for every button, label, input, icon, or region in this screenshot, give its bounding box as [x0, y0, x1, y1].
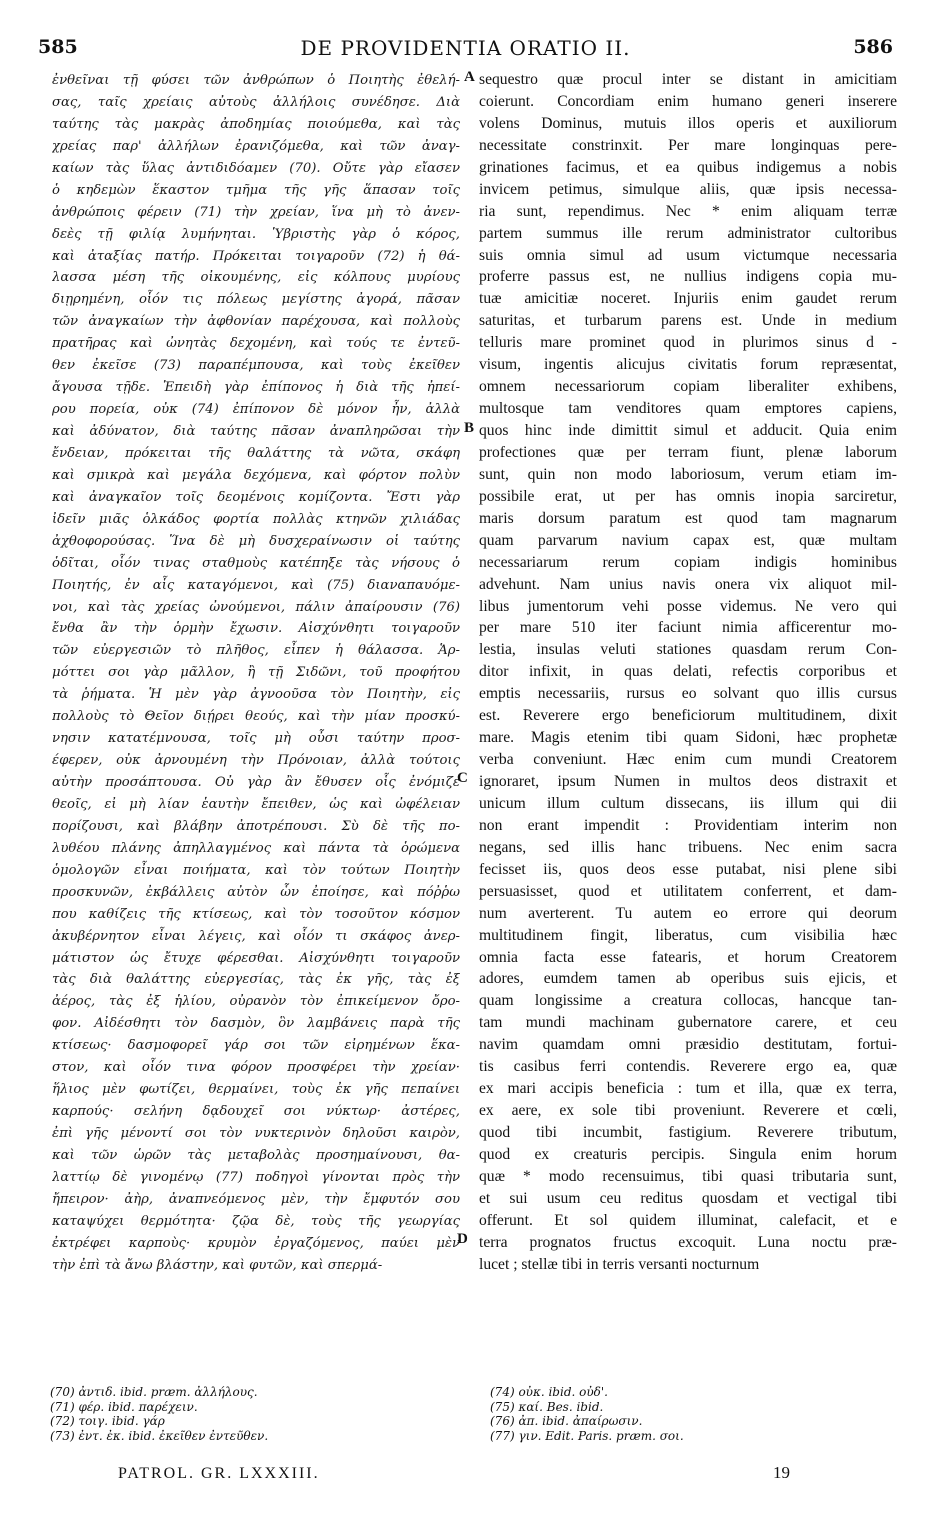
latin-text-line: partem summus ille rerum administrator cultoribus — [479, 224, 897, 242]
latin-text-line: adores, eumdem tamen ab operibus suis ejicis, et — [479, 970, 897, 988]
latin-text-line: et sui usum ceu reditus quosdam et vectigal tibi — [479, 1189, 897, 1207]
page-number-left: 585 — [38, 36, 78, 58]
latin-text-line: possibile erat, ut per has omnis inopia sarciretur, — [479, 487, 897, 505]
greek-text-line: νησιν κατατέμνουσα, τοῖς μὴ οὖσι ταύτην προσ- — [52, 731, 460, 747]
latin-text-line: persuasisset, quod et utilitatem conferrent, et dam- — [479, 882, 897, 900]
latin-text-line: ria sunt, rependimus. Nec * enim aliquam terræ — [479, 202, 897, 220]
latin-text-line: omnia facta esse fatearis, et horum Creatorem — [479, 948, 897, 966]
latin-text-line: profectiones quæ per terram fiunt, plenæ laborum — [479, 443, 897, 461]
greek-text-line: ταύτης τὰς μακρὰς ἀποδημίας ποιούμεθα, καὶ τὰς — [52, 116, 460, 132]
greek-text-line: νοι, καὶ τὰς χρείας ὠνούμενοι, πάλιν ἀπαίρουσιν (76) — [52, 599, 460, 615]
latin-text-line: proferre passus est, ne nullius indigens copia mu- — [479, 268, 897, 286]
running-title: DE PROVIDENTIA ORATIO II. — [300, 36, 631, 60]
greek-text-line: κτίσεως· δασμοφορεῖ γάρ σοι τῶν εἰρημένων ἕκα- — [52, 1038, 460, 1054]
footnotes-left — [50, 1385, 460, 1443]
latin-text-line: sequestro quæ procul inter se distant in amicitiam — [479, 71, 897, 88]
footnote-line: (73) ἐντ. ἐκ. ibid. ἐκεῖθεν ἐντεῦθεν. — [50, 1428, 269, 1443]
greek-text-line: καὶ ἀδύνατον, διὰ ταύτης πᾶσαν ἀναπληρῶσαι τὴν — [52, 424, 460, 439]
greek-text-line: χρείας παρ' ἀλλήλων ἐρανιζόμεθα, καὶ τῶν ἀναγ- — [52, 138, 460, 154]
greek-text-line: μόττει σοι γὰρ μᾶλλον, ἢ τῇ Σιδῶνι, τοῦ προφήτου — [52, 665, 460, 681]
margin-marker-a: A — [464, 69, 475, 85]
latin-text-line: invicem petimus, simulque aliis, quæ ipsis necessa- — [479, 180, 897, 198]
greek-text-line: που καθίζεις τῆς κτίσεως, καὶ τὸν τοσοῦτον κόσμον — [52, 906, 460, 922]
greek-text-line: φον. Αἰδέσθητι τὸν δασμὸν, ὃν λαμβάνεις παρὰ τῆς — [52, 1016, 460, 1032]
greek-text-line: σας, ταῖς χρείαις αὐτοὺς ἀλλήλοις συνέδησε. Διὰ — [52, 94, 460, 110]
greek-text-line: αὐτὴν προσάπτουσα. Οὐ γὰρ ἂν ἔθυσεν οἷς ἐνόμιζε — [52, 775, 460, 790]
greek-text-line: καὶ τῶν ὡρῶν τὰς μεταβολὰς προσημαίνουσι, θα- — [52, 1147, 460, 1163]
latin-text-line: quod ex creaturis percipis. Singula enim horum — [479, 1145, 897, 1163]
margin-marker-b: B — [464, 420, 475, 436]
latin-text-line: sunt, quin non modo laboriosum, verum etiam im- — [479, 465, 897, 483]
greek-text-line: καὶ σμικρὰ καὶ μεγάλα δεχόμενα, καὶ φόρτον πολὺν — [52, 467, 460, 483]
footnote-line: (70) ἀντιδ. ibid. præm. ἀλλήλους. — [50, 1385, 258, 1399]
latin-text-line: fecisset iis, quos deos esse putabat, nisi plene sibi — [479, 860, 897, 878]
latin-text-line: coierunt. Concordiam enim humano generi inserere — [479, 92, 897, 110]
latin-text-line: negans, sed illis hanc tribuens. Nec enim sacra — [479, 838, 897, 856]
latin-text-line: maris dorsum paratum est quod tam magnarum — [479, 509, 897, 527]
latin-text-line: num averterent. Tu autem eo errore qui deorum — [479, 904, 897, 922]
greek-text-line: καὶ ἀταξίας πατήρ. Πρόκειται τοιγαροῦν (72) ἡ θά- — [52, 248, 460, 264]
greek-text-line: καταψύχει θερμότητα· ζῷα δὲ, τοὺς τῆς γεωργίας — [52, 1213, 460, 1229]
latin-text-line: verba conveniunt. Hæc enim cum mundi Creatorem — [479, 751, 897, 769]
greek-text-line: τῶν εὐεργεσιῶν τὸ πλῆθος, εἶπεν ἡ θάλασσα. Ἁρ- — [52, 643, 460, 659]
footnote-line: (71) φέρ. ibid. παρέχειν. — [50, 1399, 198, 1414]
greek-text-line: ἰδεῖν μιᾶς ὁλκάδος φορτία πολλὰς κτηνῶν χιλιάδας — [52, 511, 460, 527]
latin-text-line: quam parvarum navium capax est, quæ multam — [479, 531, 897, 549]
latin-text-line: suis omnia simul ad usum victumque necessaria — [479, 246, 897, 264]
greek-text-line: μάτιστον ὡς ἔτυχε φέρεσθαι. Αἰσχύνθητι τοιγαροῦν — [52, 950, 460, 966]
latin-text-line: ex aere, ex sole tibi proveniunt. Reverere et cœli, — [479, 1102, 897, 1120]
greek-text-line: καρπούς· σελήνη δᾳδουχεῖ σοι νύκτωρ· ἀστέρες, — [52, 1104, 460, 1120]
greek-text-column — [52, 70, 460, 1277]
page-number-right: 586 — [853, 36, 893, 58]
latin-text-line: ditor infixit, in quas delati, refectis corporibus et — [479, 663, 897, 681]
greek-text-line: θεοῖς, εἰ μὴ λίαν ἑαυτὴν ἔπειθεν, ὡς καὶ ὠφέλειαν — [52, 796, 460, 812]
latin-text-line: grinationes facimus, et ea quibus indigemus a nobis — [479, 158, 897, 176]
greek-text-line: Ποιητής, ἐν αἷς καταγόμενοι, καὶ (75) διαναπαυόμε- — [52, 577, 460, 593]
greek-text-line: πολλοὺς τὸ Θεῖον διῄρει θεούς, καὶ τὴν μίαν προσκύ- — [52, 709, 460, 725]
greek-text-line: προσκυνῶν, ἐκβάλλεις αὐτὸν ὧν ἐποίησε, καὶ πόῤῥω — [52, 884, 460, 900]
greek-text-line: ἤπειρον· ἀὴρ, ἀναπνεόμενος μὲν, τὴν ἔμφυτόν σου — [52, 1191, 460, 1207]
greek-text-line: έφερεν, οὐκ ἀρνουμένη τὴν Πρόνοιαν, ἀλλὰ τούτοις — [52, 753, 460, 769]
greek-text-line: ὁδῖται, οἷόν τινας σταθμοὺς κατέπηξε τὰς νήσους ὁ — [52, 555, 460, 571]
greek-text-line: λαττίῳ δὲ γινομένῳ (77) ποδηγοὶ γίνονται πρὸς τὴν — [52, 1169, 460, 1185]
latin-text-line: quam longissime a creatura collocas, hancque tan- — [479, 992, 897, 1010]
greek-text-line: ἥλιος μὲν φωτίζει, θερμαίνει, τοὺς ἐκ γῆς πεπαίνει — [52, 1082, 460, 1098]
latin-text-line: lestia, insulas veluti stationes quasdam rerum Con- — [479, 641, 897, 659]
latin-text-line: tis casibus ferri contendis. Reverere ergo ea, quæ — [479, 1058, 897, 1076]
greek-text-line: δεὲς τῇ φιλίᾳ λυμήνηται. Ὑβριστὴς γὰρ ὁ κόρος, — [52, 226, 460, 242]
margin-marker-d: D — [457, 1231, 468, 1247]
greek-text-line: ἀέρος, τὰς ἐξ ἡλίου, οὐρανὸν τὸν ἐπικείμενον ὄρο- — [52, 994, 460, 1010]
greek-text-line: πρατῆρας καὶ ὠνητὰς δεχομένη, καὶ τούς τε ἐντεῦ- — [52, 336, 460, 352]
footnote-line: (72) τοιγ. ibid. γάρ — [50, 1414, 165, 1428]
greek-text-line: ἀκυβέρνητον εἶναι λέγεις, καὶ οἷόν τι σκάφος ἀνερ- — [52, 928, 460, 944]
latin-text-line: unicum illum cultum dissecans, iis illum qui dii — [479, 794, 897, 812]
latin-text-column — [479, 69, 897, 1276]
greek-text-line: θεν ἐκεῖσε (73) παραπέμπουσα, καὶ τοὺς ἐκεῖθεν — [52, 358, 460, 374]
margin-marker-c: C — [457, 770, 468, 786]
latin-text-line: offerunt. Et sol quidem illuminat, calefacit, et e — [479, 1211, 897, 1229]
latin-text-line: tam mundi machinam gubernatore carere, et ceu — [479, 1014, 897, 1032]
latin-text-line: visum, ingentis alicujus civitatis forum repræsentat, — [479, 356, 897, 374]
footnote-line: (77) γιν. Edit. Paris. præm. σοι. — [490, 1428, 684, 1443]
latin-text-line: volens Dominus, mutuis illos operis et auxiliorum — [479, 114, 897, 132]
latin-text-line: ex mari accipis beneficia : tum et illa, quæ ex terra, — [479, 1080, 897, 1098]
greek-text-line: ἀνθρώποις φέρειν (71) τὴν χρείαν, ἵνα μὴ τὸ ἀνεν- — [52, 204, 460, 220]
greek-text-line: ἐπὶ γῆς μένοντί σοι τὸν νυκτερινὸν δηλοῦσι καιρὸν, — [52, 1126, 460, 1141]
latin-text-line: advehunt. Nam unius navis onera vix aliquot mil- — [479, 575, 897, 593]
greek-text-line: ἔνθα ἂν τὴν ὁρμὴν ἔχωσιν. Αἰσχύνθητι τοιγαροῦν — [52, 621, 460, 637]
greek-text-line: ἐνθεῖναι τῇ φύσει τῶν ἀνθρώπων ὁ Ποιητὴς ἐθελή- — [52, 73, 460, 88]
greek-text-line: ρου πορεία, οὐκ (74) ἐπίπονον δὲ μόνον ἦν, ἀλλὰ — [52, 402, 460, 418]
latin-text-line: tuæ amicitiæ noceret. Injuriis enim gaudet rerum — [479, 290, 897, 308]
footnote-line: (75) καί. Bes. ibid. — [490, 1399, 604, 1414]
latin-text-line: necessariarum rerum copiam indigis hominibus — [479, 553, 897, 571]
greek-text-line: τὰς διὰ θαλάττης εὐεργεσίας, τὰς ἐκ γῆς, τὰς ἐξ — [52, 972, 460, 988]
latin-text-line: quæ * modo recensuimus, tibi quasi tributaria sunt, — [479, 1167, 897, 1185]
footnotes-right — [490, 1385, 900, 1443]
latin-text-line: libus jumentorum vehi posse videmus. Ne vero qui — [479, 597, 897, 615]
footnote-line: (76) ἀπ. ibid. ἀπαίρωσιν. — [490, 1414, 643, 1428]
latin-text-line: necessitate constrinxit. Per mare longinquas pere- — [479, 136, 897, 154]
greek-text-line: τὰ ῥήματα. Ἡ μὲν γὰρ ἀγνοοῦσα τὸν Ποιητὴν, εἰς — [52, 687, 460, 703]
greek-text-line: καὶ ἀναγκαῖον τοῖς δεομένοις κομίζοντα. Ἔστι γὰρ — [52, 489, 460, 505]
gathering-number: 19 — [773, 1463, 790, 1482]
latin-text-line: telluris mare prominet quod in plurimos sinus d - — [479, 334, 897, 352]
greek-text-line: λυθέου πλάνης ἀπηλλαγμένος καὶ πάντα τὰ ὁρώμενα — [52, 840, 460, 856]
greek-text-line: τῶν ἀναγκαίων τὴν ἀφθονίαν παρέχουσα, καὶ πολλοὺς — [52, 314, 460, 330]
greek-text-line: καίων τὰς ὕλας ἀντιδιδόαμεν (70). Οὔτε γὰρ εἴασεν — [52, 160, 460, 176]
latin-text-line: terra prognatos fructus excoquit. Luna noctu præ- — [479, 1233, 897, 1251]
greek-text-line: στον, καὶ οἷόν τινα φόρον προσφέρει τὴν χρείαν· — [52, 1060, 460, 1076]
greek-text-line: πορίζουσι, καὶ βλάβην ἀποτρέπουσι. Σὺ δὲ τῆς πο- — [52, 818, 460, 834]
printer-signature: PATROL. GR. LXXXIII. — [118, 1465, 320, 1482]
latin-text-line: per mare 510 iter faciunt nimia afficerentur mo- — [479, 619, 897, 637]
latin-text-line: mare. Magis etenim tibi quam Sidoni, hæc prophetæ — [479, 729, 897, 747]
greek-text-line: ἄγουσα τῇδε. Ἐπειδὴ γὰρ ἐπίπονος ἡ διὰ τῆς ἠπεί- — [52, 380, 460, 396]
latin-text-line: multitudinem fingit, liberatus, cum visibilia hæc — [479, 926, 897, 944]
latin-text-line: omnem necessariorum copiam liberaliter exhibens, — [479, 378, 897, 396]
latin-text-line: saturitas, et turbarum parens est. Unde in medium — [479, 312, 897, 330]
greek-text-line: διῃρημένη, οἷόν τις πόλεως μεγίστης ἀγορά, πᾶσαν — [52, 292, 460, 308]
latin-text-line: quos hinc inde dimittit simul et adducit. Quia enim — [479, 422, 897, 439]
latin-text-line: navim quamdam omni præsidio destitutam, fortui- — [479, 1036, 897, 1054]
latin-text-line: est. Reverere ergo beneficiorum multitudinem, dixit — [479, 707, 897, 725]
greek-text-line: ἐκτρέφει καρποὺς· κρυμὸν ἐργαζόμενος, παύει μὲν — [52, 1235, 460, 1251]
running-header — [38, 36, 893, 62]
latin-text-line: multosque tam venditores quam emptores capiens, — [479, 400, 897, 418]
footnote-line: (74) οὐκ. ibid. οὐδ'. — [490, 1385, 608, 1399]
greek-text-line: τὴν ἐπὶ τὰ ἄνω βλάστην, καὶ φυτῶν, καὶ σπερμά- — [52, 1257, 383, 1273]
greek-text-line: λασσα μέση τῆς οἰκουμένης, εἰς κόλπους μυρίους — [52, 270, 460, 286]
greek-text-line: ὁμολογῶν εἶναι ποιήματα, καὶ τὸν τούτων Ποιητὴν — [52, 862, 460, 878]
greek-text-line: ἀχθοφορούσας. Ἵνα δὲ μὴ δυσχεραίνωσιν οἱ ταύτης — [52, 533, 460, 549]
latin-text-line: quod tibi incumbit, fastigium. Reverere tributum, — [479, 1124, 897, 1141]
latin-text-line: non erant impendit : Providentiam interim non — [479, 816, 897, 834]
greek-text-line: ἔνδειαν, πρόκειται τῆς θαλάττης τὰ νῶτα, σκάφη — [52, 445, 460, 461]
latin-text-line: ignoraret, ipsum Numen in multos deos distraxit et — [479, 773, 897, 790]
latin-text-line: lucet ; stellæ tibi in terris versanti nocturnum — [479, 1255, 760, 1273]
latin-text-line: emptis necessariis, rursus eo solvant quo illis cursus — [479, 685, 897, 703]
greek-text-line: ὁ κηδεμὼν ἕκαστον τμῆμα τῆς γῆς ἅπασαν τοῖς — [52, 182, 460, 198]
